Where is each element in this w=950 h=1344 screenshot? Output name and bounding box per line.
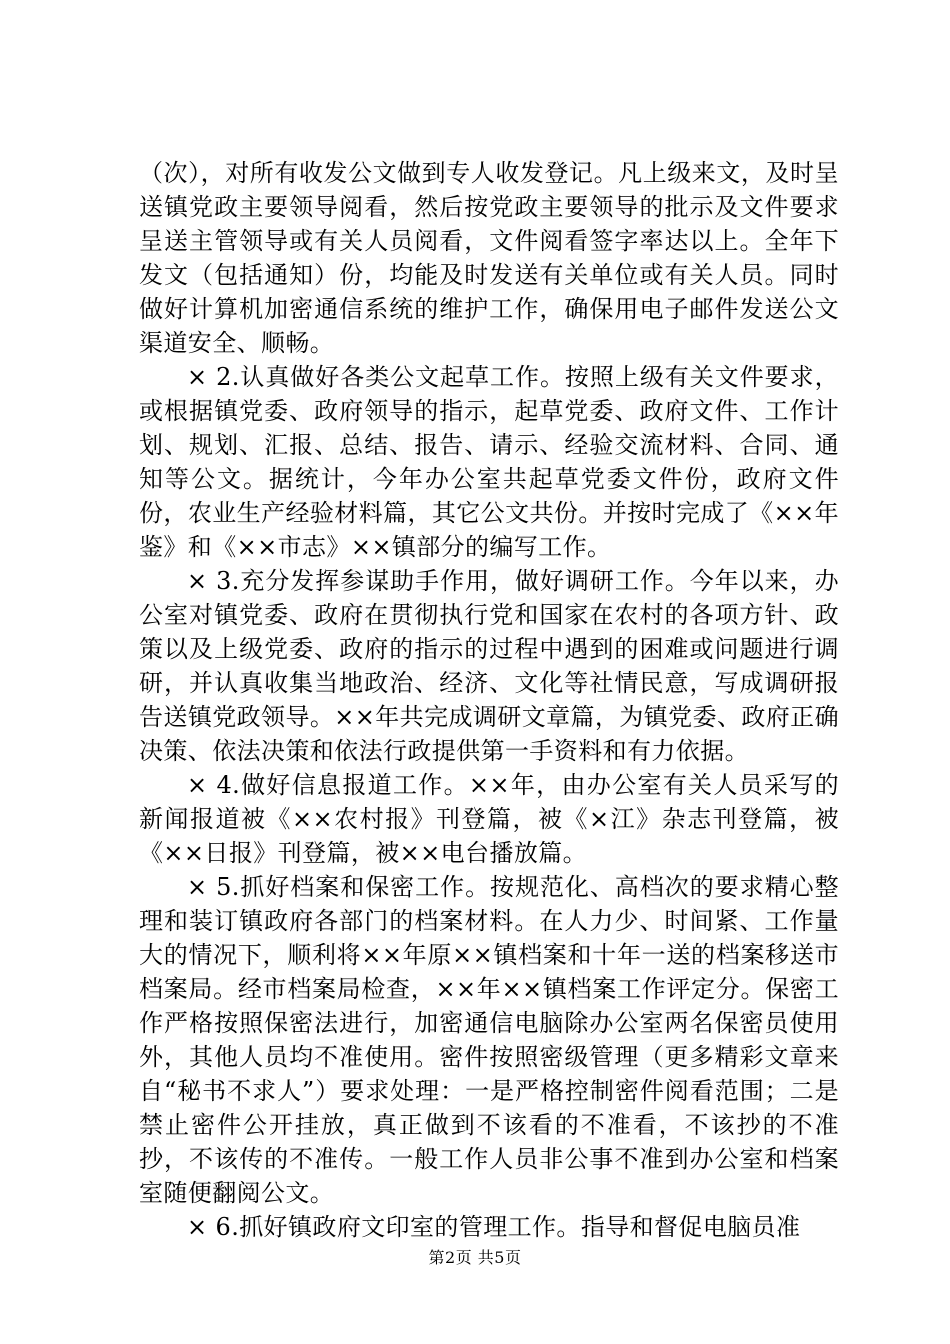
paragraph-item-2: × 2.认真做好各类公文起草工作。按照上级有关文件要求，或根据镇党委、政府领导的指示，起草党委、政府文件、工作计划、规划、汇报、总结、报告、请示、经验交流材料、合同、通知等公文。据统计，今年办公室共起草党委文件份，政府文件份，农业生产经验材料篇，其它公文共份。并按时完成了《××年鉴》和《××市志》××镇部分的编写工作。 xyxy=(139,363,839,561)
paragraph-item-6: × 6.抓好镇政府文印室的管理工作。指导和督促电脑员准 xyxy=(187,1213,801,1241)
page-number-label: 第2页 共5页 xyxy=(428,1248,522,1267)
paragraph-item-3: × 3.充分发挥参谋助手作用，做好调研工作。今年以来，办公室对镇党委、政府在贯彻执行党和国家在农村的各项方针、政策以及上级党委、政府的指示的过程中遇到的困难或问题进行调研，并认真收集当地政治、经济、文化等社情民意，写成调研报告送镇党政领导。××年共完成调研文章篇，为镇党委、政府正确决策、依法决策和依法行政提供第一手资料和有力依据。 xyxy=(139,567,839,765)
paragraph-item-5: × 5.抓好档案和保密工作。按规范化、高档次的要求精心整理和装订镇政府各部门的档案材料。在人力少、时间紧、工作量大的情况下，顺利将××年原××镇档案和十年一送的档案移送市档案局。经市档案局检查，××年××镇档案工作评定分。保密工作严格按照保密法进行，加密通信电脑除办公室两名保密员使用外，其他人员均不准使用。密件按照密级管理（更多精彩文章来自“秘书不求人”）要求处理：一是严格控制密件阅看范围；二是禁止密件公开挂放，真正做到不该看的不准看，不该抄的不准抄，不该传的不准传。一般工作人员非公事不准到办公室和档案室随便翻阅公文。 xyxy=(139,873,839,1207)
paragraph-item-4: × 4.做好信息报道工作。××年，由办公室有关人员采写的新闻报道被《××农村报》刊登篇，被《×江》杂志刊登篇，被《××日报》刊登篇，被××电台播放篇。 xyxy=(139,771,839,867)
document-body xyxy=(139,156,839,1244)
page-footer xyxy=(0,1245,950,1268)
paragraph-continuation: （次），对所有收发公文做到专人收发登记。凡上级来文，及时呈送镇党政主要领导阅看，然后按党政主要领导的批示及文件要求呈送主管领导或有关人员阅看，文件阅看签字率达以上。全年下发文（包括通知）份，均能及时发送有关单位或有关人员。同时做好计算机加密通信系统的维护工作，确保用电子邮件发送公文渠道安全、顺畅。 xyxy=(139,159,839,357)
